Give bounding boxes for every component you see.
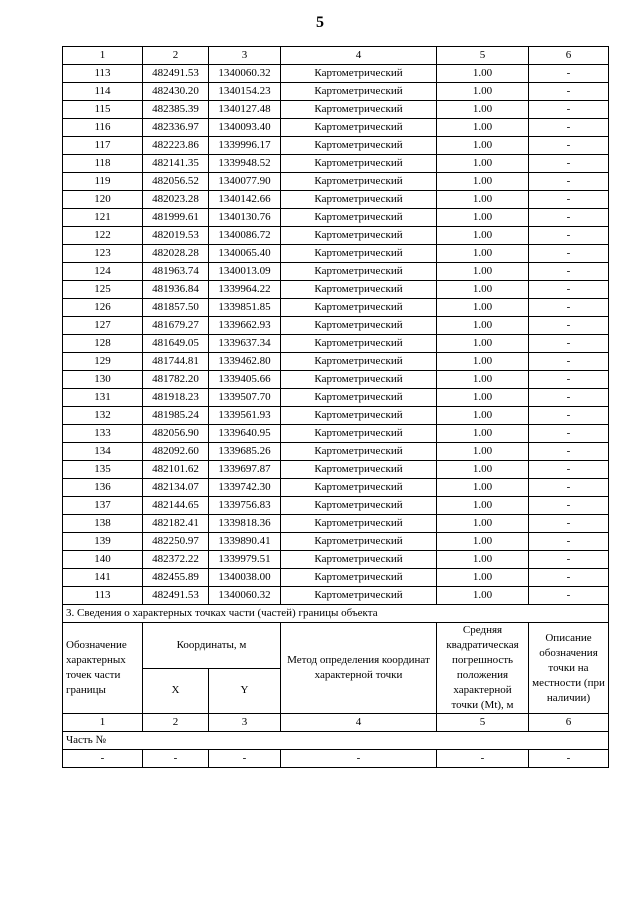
method-cell: Картометрический (281, 317, 437, 335)
mt-cell: 1.00 (437, 191, 529, 209)
coord-x: 482223.86 (143, 137, 209, 155)
point-number: 130 (63, 371, 143, 389)
point-number: 129 (63, 353, 143, 371)
column-number-row (63, 714, 609, 732)
mt-cell: 1.00 (437, 227, 529, 245)
coord-x: 482385.39 (143, 101, 209, 119)
description-cell: - (529, 587, 609, 605)
description-cell: - (529, 227, 609, 245)
header-description: Описание обозначения точки на местности (при наличии) (529, 623, 609, 714)
description-cell: - (529, 371, 609, 389)
coordinates-table (62, 46, 609, 768)
mt-cell: 1.00 (437, 533, 529, 551)
method-cell: Картометрический (281, 227, 437, 245)
description-cell: - (529, 443, 609, 461)
mt-cell: 1.00 (437, 317, 529, 335)
method-cell: Картометрический (281, 155, 437, 173)
description-cell: - (529, 245, 609, 263)
method-cell: Картометрический (281, 245, 437, 263)
coord-y: 1339890.41 (209, 533, 281, 551)
coord-x: 482141.35 (143, 155, 209, 173)
part-label-row (63, 732, 609, 750)
mt-cell: 1.00 (437, 299, 529, 317)
coord-y: 1339462.80 (209, 353, 281, 371)
coord-x: 481649.05 (143, 335, 209, 353)
coord-y: 1340142.66 (209, 191, 281, 209)
method-cell: Картометрический (281, 551, 437, 569)
method-cell: Картометрический (281, 209, 437, 227)
mt-cell: 1.00 (437, 101, 529, 119)
description-cell: - (529, 119, 609, 137)
method-cell: Картометрический (281, 389, 437, 407)
point-number: 122 (63, 227, 143, 245)
coord-x: 481999.61 (143, 209, 209, 227)
col-number: 4 (281, 47, 437, 65)
col-number: 1 (63, 47, 143, 65)
empty-cell: - (437, 750, 529, 768)
coord-y: 1339948.52 (209, 155, 281, 173)
method-cell: Картометрический (281, 587, 437, 605)
coord-x: 481985.24 (143, 407, 209, 425)
coord-y: 1340127.48 (209, 101, 281, 119)
mt-cell: 1.00 (437, 137, 529, 155)
method-cell: Картометрический (281, 515, 437, 533)
table-row (63, 587, 609, 605)
table-row (63, 281, 609, 299)
coord-x: 482023.28 (143, 191, 209, 209)
description-cell: - (529, 101, 609, 119)
table-row (63, 173, 609, 191)
table-row (63, 317, 609, 335)
method-cell: Картометрический (281, 479, 437, 497)
coord-y: 1339851.85 (209, 299, 281, 317)
empty-cell: - (281, 750, 437, 768)
table-row (63, 497, 609, 515)
empty-cell: - (529, 750, 609, 768)
mt-cell: 1.00 (437, 443, 529, 461)
point-number: 125 (63, 281, 143, 299)
coord-y: 1339697.87 (209, 461, 281, 479)
table-row (63, 209, 609, 227)
description-cell: - (529, 353, 609, 371)
table-row (63, 533, 609, 551)
coord-x: 481963.74 (143, 263, 209, 281)
coord-y: 1339405.66 (209, 371, 281, 389)
point-number: 139 (63, 533, 143, 551)
table-row (63, 299, 609, 317)
col-number: 2 (143, 714, 209, 732)
description-cell: - (529, 335, 609, 353)
mt-cell: 1.00 (437, 245, 529, 263)
coord-y: 1340130.76 (209, 209, 281, 227)
point-number: 116 (63, 119, 143, 137)
coord-y: 1339818.36 (209, 515, 281, 533)
description-cell: - (529, 533, 609, 551)
coord-x: 482491.53 (143, 587, 209, 605)
table-row (63, 389, 609, 407)
coord-x: 482056.52 (143, 173, 209, 191)
method-cell: Картометрический (281, 119, 437, 137)
header-y: Y (209, 668, 281, 714)
mt-cell: 1.00 (437, 551, 529, 569)
coord-y: 1339662.93 (209, 317, 281, 335)
description-cell: - (529, 155, 609, 173)
coord-x: 482250.97 (143, 533, 209, 551)
table-row (63, 83, 609, 101)
coord-y: 1340154.23 (209, 83, 281, 101)
method-cell: Картометрический (281, 83, 437, 101)
coord-x: 482336.97 (143, 119, 209, 137)
coord-y: 1339964.22 (209, 281, 281, 299)
point-number: 127 (63, 317, 143, 335)
coord-y: 1339507.70 (209, 389, 281, 407)
method-cell: Картометрический (281, 533, 437, 551)
column-number-row (63, 47, 609, 65)
point-number: 132 (63, 407, 143, 425)
empty-cell: - (209, 750, 281, 768)
method-cell: Картометрический (281, 137, 437, 155)
description-cell: - (529, 299, 609, 317)
coord-y: 1340093.40 (209, 119, 281, 137)
mt-cell: 1.00 (437, 65, 529, 83)
point-number: 133 (63, 425, 143, 443)
coord-x: 481782.20 (143, 371, 209, 389)
mt-cell: 1.00 (437, 569, 529, 587)
mt-cell: 1.00 (437, 209, 529, 227)
point-number: 113 (63, 587, 143, 605)
coord-x: 482144.65 (143, 497, 209, 515)
point-number: 135 (63, 461, 143, 479)
col-number: 5 (437, 714, 529, 732)
description-cell: - (529, 173, 609, 191)
description-cell: - (529, 263, 609, 281)
mt-cell: 1.00 (437, 407, 529, 425)
table-row (63, 425, 609, 443)
description-cell: - (529, 569, 609, 587)
mt-cell: 1.00 (437, 281, 529, 299)
col-number: 5 (437, 47, 529, 65)
method-cell: Картометрический (281, 371, 437, 389)
mt-cell: 1.00 (437, 389, 529, 407)
coord-x: 482134.07 (143, 479, 209, 497)
coord-y: 1340038.00 (209, 569, 281, 587)
table-row (63, 371, 609, 389)
description-cell: - (529, 317, 609, 335)
description-cell: - (529, 407, 609, 425)
mt-cell: 1.00 (437, 335, 529, 353)
point-number: 128 (63, 335, 143, 353)
header-coordinates: Координаты, м (143, 623, 281, 669)
coord-y: 1339640.95 (209, 425, 281, 443)
empty-cell: - (63, 750, 143, 768)
description-cell: - (529, 209, 609, 227)
header-x: X (143, 668, 209, 714)
header-mt: Средняя квадратическая погрешность положения характерной точки (Mt), м (437, 623, 529, 714)
description-cell: - (529, 137, 609, 155)
table-row (63, 407, 609, 425)
method-cell: Картометрический (281, 353, 437, 371)
page-number: 5 (316, 14, 324, 31)
point-number: 115 (63, 101, 143, 119)
point-number: 131 (63, 389, 143, 407)
table-row (63, 353, 609, 371)
coord-x: 482056.90 (143, 425, 209, 443)
method-cell: Картометрический (281, 569, 437, 587)
col-number: 1 (63, 714, 143, 732)
point-number: 140 (63, 551, 143, 569)
point-number: 114 (63, 83, 143, 101)
table-row (63, 750, 609, 768)
col-number: 3 (209, 714, 281, 732)
mt-cell: 1.00 (437, 173, 529, 191)
description-cell: - (529, 461, 609, 479)
coord-y: 1339996.17 (209, 137, 281, 155)
method-cell: Картометрический (281, 191, 437, 209)
col-number: 4 (281, 714, 437, 732)
description-cell: - (529, 515, 609, 533)
mt-cell: 1.00 (437, 587, 529, 605)
coord-x: 481744.81 (143, 353, 209, 371)
point-number: 120 (63, 191, 143, 209)
mt-cell: 1.00 (437, 155, 529, 173)
coord-y: 1339561.93 (209, 407, 281, 425)
coord-x: 481936.84 (143, 281, 209, 299)
mt-cell: 1.00 (437, 515, 529, 533)
coord-y: 1339685.26 (209, 443, 281, 461)
coord-x: 482491.53 (143, 65, 209, 83)
method-cell: Картометрический (281, 101, 437, 119)
coord-y: 1339637.34 (209, 335, 281, 353)
method-cell: Картометрический (281, 443, 437, 461)
empty-cell: - (143, 750, 209, 768)
point-number: 117 (63, 137, 143, 155)
description-cell: - (529, 65, 609, 83)
coord-x: 481857.50 (143, 299, 209, 317)
col-number: 6 (529, 47, 609, 65)
point-number: 136 (63, 479, 143, 497)
table-row (63, 479, 609, 497)
table-row (63, 155, 609, 173)
description-cell: - (529, 191, 609, 209)
col-number: 2 (143, 47, 209, 65)
coord-y: 1339979.51 (209, 551, 281, 569)
table-row (63, 119, 609, 137)
method-cell: Картометрический (281, 335, 437, 353)
table-row (63, 101, 609, 119)
mt-cell: 1.00 (437, 263, 529, 281)
col-number: 3 (209, 47, 281, 65)
coord-x: 481679.27 (143, 317, 209, 335)
coord-y: 1340077.90 (209, 173, 281, 191)
method-cell: Картометрический (281, 425, 437, 443)
point-number: 119 (63, 173, 143, 191)
method-cell: Картометрический (281, 263, 437, 281)
coord-y: 1339742.30 (209, 479, 281, 497)
coord-x: 482019.53 (143, 227, 209, 245)
mt-cell: 1.00 (437, 461, 529, 479)
point-number: 113 (63, 65, 143, 83)
table-row (63, 227, 609, 245)
header-method: Метод определения координат характерной точки (281, 623, 437, 714)
point-number: 141 (63, 569, 143, 587)
description-cell: - (529, 479, 609, 497)
table-row (63, 263, 609, 281)
method-cell: Картометрический (281, 65, 437, 83)
mt-cell: 1.00 (437, 479, 529, 497)
method-cell: Картометрический (281, 461, 437, 479)
table-row (63, 137, 609, 155)
description-cell: - (529, 497, 609, 515)
coord-y: 1340060.32 (209, 65, 281, 83)
method-cell: Картометрический (281, 407, 437, 425)
table-row (63, 443, 609, 461)
header-designation: Обозначение характерных точек части границы (63, 623, 143, 714)
method-cell: Картометрический (281, 281, 437, 299)
method-cell: Картометрический (281, 173, 437, 191)
description-cell: - (529, 281, 609, 299)
table-row (63, 461, 609, 479)
coord-y: 1339756.83 (209, 497, 281, 515)
mt-cell: 1.00 (437, 353, 529, 371)
point-number: 137 (63, 497, 143, 515)
coord-x: 482028.28 (143, 245, 209, 263)
point-number: 126 (63, 299, 143, 317)
coord-x: 482455.89 (143, 569, 209, 587)
table-row (63, 65, 609, 83)
coord-y: 1340060.32 (209, 587, 281, 605)
description-cell: - (529, 551, 609, 569)
col-number: 6 (529, 714, 609, 732)
point-number: 134 (63, 443, 143, 461)
coord-x: 482430.20 (143, 83, 209, 101)
table-row (63, 515, 609, 533)
coord-x: 482372.22 (143, 551, 209, 569)
point-number: 123 (63, 245, 143, 263)
table-row (63, 335, 609, 353)
part-label: Часть № (63, 732, 609, 750)
mt-cell: 1.00 (437, 83, 529, 101)
section-title-row (63, 605, 609, 623)
description-cell: - (529, 389, 609, 407)
mt-cell: 1.00 (437, 425, 529, 443)
coord-y: 1340065.40 (209, 245, 281, 263)
point-number: 121 (63, 209, 143, 227)
point-number: 124 (63, 263, 143, 281)
mt-cell: 1.00 (437, 497, 529, 515)
section3-header-row (63, 623, 609, 669)
coord-x: 482182.41 (143, 515, 209, 533)
table-row (63, 245, 609, 263)
coord-x: 481918.23 (143, 389, 209, 407)
description-cell: - (529, 425, 609, 443)
mt-cell: 1.00 (437, 371, 529, 389)
table-row (63, 191, 609, 209)
method-cell: Картометрический (281, 299, 437, 317)
description-cell: - (529, 83, 609, 101)
method-cell: Картометрический (281, 497, 437, 515)
point-number: 138 (63, 515, 143, 533)
coord-y: 1340013.09 (209, 263, 281, 281)
coord-y: 1340086.72 (209, 227, 281, 245)
coord-x: 482092.60 (143, 443, 209, 461)
section3-title: 3. Сведения о характерных точках части (частей) границы объекта (63, 605, 609, 623)
mt-cell: 1.00 (437, 119, 529, 137)
coord-x: 482101.62 (143, 461, 209, 479)
table-row (63, 569, 609, 587)
table-row (63, 551, 609, 569)
point-number: 118 (63, 155, 143, 173)
